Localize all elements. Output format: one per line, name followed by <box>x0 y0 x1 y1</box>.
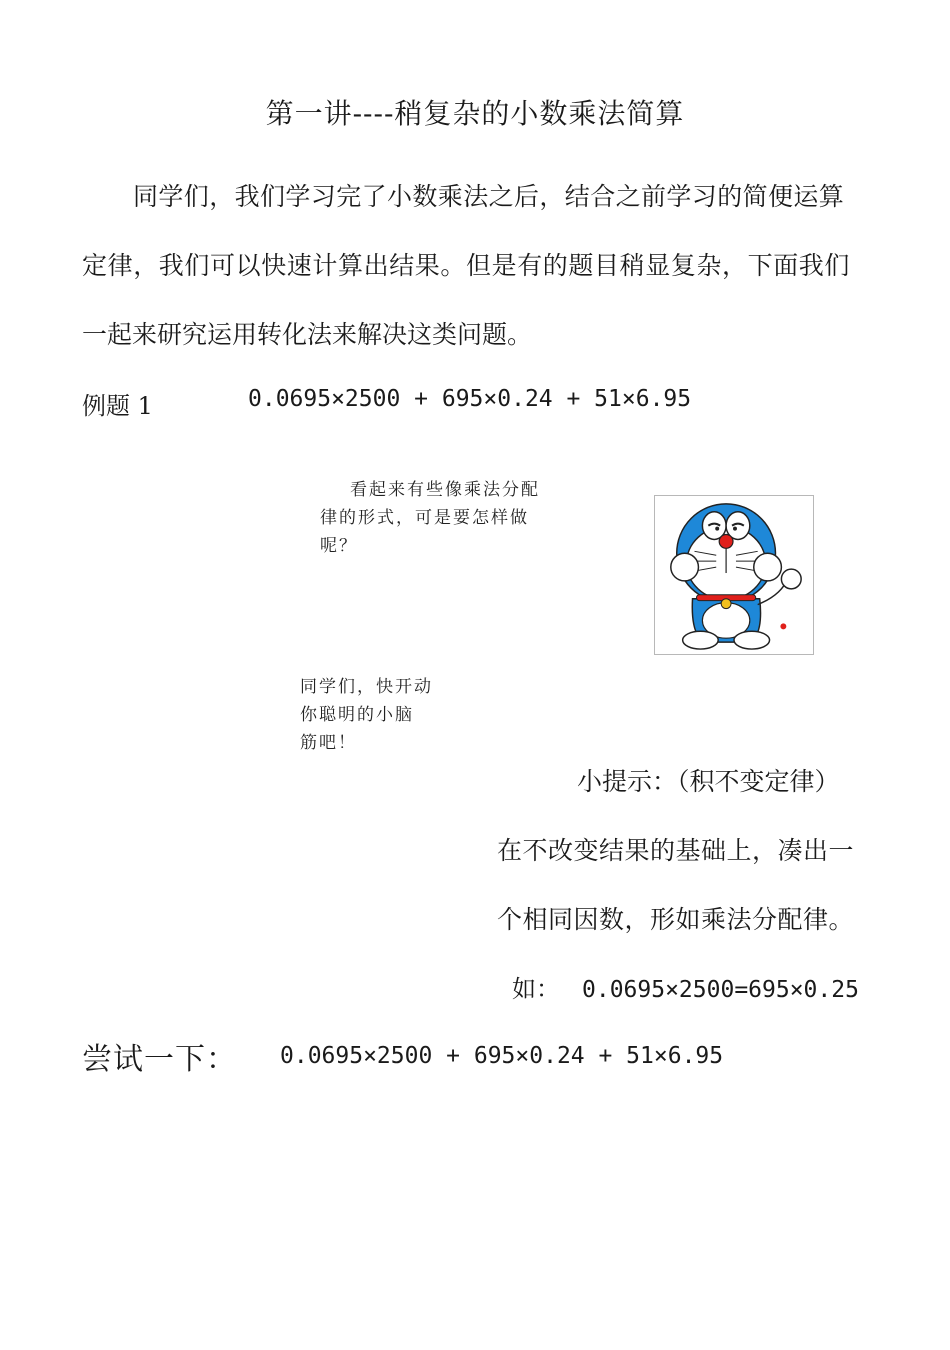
think-bubble <box>320 476 570 560</box>
encourage-bubble-line: 同学们，快开动 <box>300 677 433 697</box>
intro-line-3: 一起来研究运用转化法来解决这类问题。 <box>82 320 533 349</box>
try-label: 尝试一下： <box>82 1042 237 1077</box>
try-expression: 0.0695×2500 + 695×0.24 + 51×6.95 <box>280 1043 724 1069</box>
hint-example-expression: 0.0695×2500=695×0.25 <box>582 977 859 1003</box>
think-bubble-line: 律的形式，可是要怎样做 <box>320 508 529 528</box>
hint-example-prefix: 如： <box>512 975 560 1003</box>
hint-line-1: 在不改变结果的基础上，凑出一 <box>497 836 855 865</box>
encourage-bubble <box>300 673 450 757</box>
cartoon-illustration <box>654 495 814 655</box>
example-label: 例题 1 <box>82 392 153 420</box>
intro-line-2: 定律，我们可以快速计算出结果。但是有的题目稍显复杂，下面我们 <box>82 251 851 280</box>
think-bubble-line: 呢？ <box>320 536 358 556</box>
intro-line-1: 同学们，我们学习完了小数乘法之后，结合之前学习的简便运算 <box>133 182 845 211</box>
hint-line-2: 个相同因数，形如乘法分配律。 <box>497 905 855 934</box>
encourage-bubble-line: 筋吧！ <box>300 733 357 753</box>
think-bubble-line: 看起来有些像乘法分配 <box>350 480 540 500</box>
page-title: 第一讲----稍复杂的小数乘法简算 <box>265 97 685 130</box>
encourage-bubble-line: 你聪明的小脑 <box>300 705 414 725</box>
hint-example <box>512 969 859 1004</box>
hint-title: 小提示：（积不变定律） <box>577 767 840 796</box>
cartoon-cat-icon <box>655 496 813 654</box>
example-expression: 0.0695×2500 + 695×0.24 + 51×6.95 <box>248 386 692 412</box>
